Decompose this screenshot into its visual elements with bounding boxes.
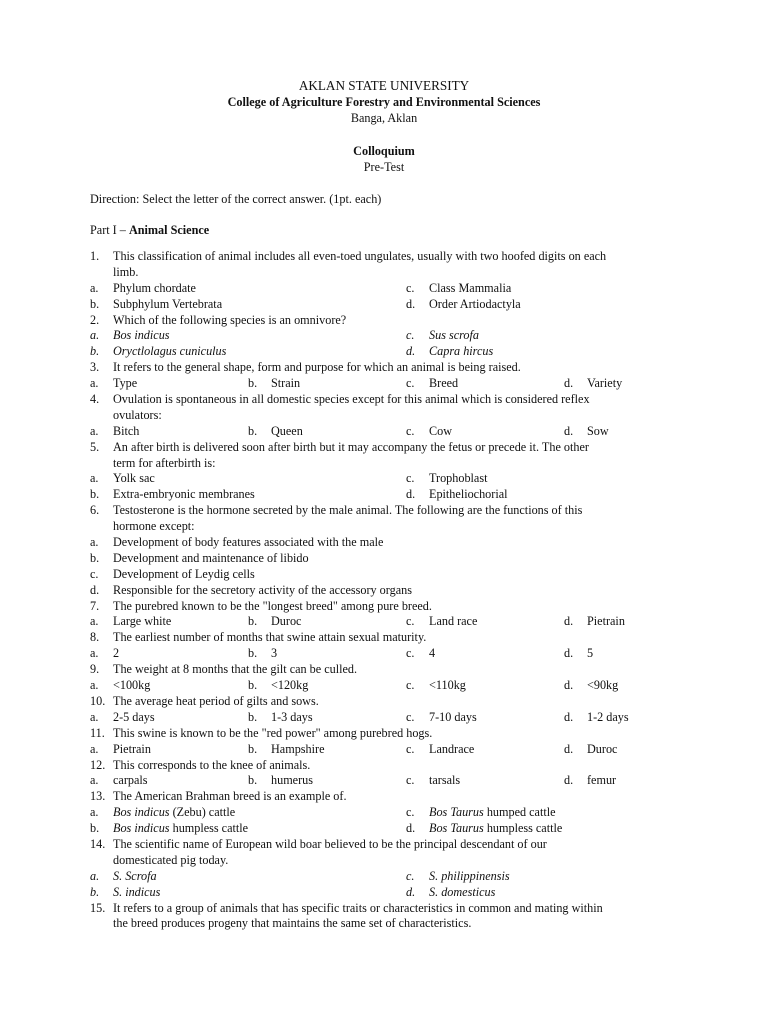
option-plain-text: humpless cattle <box>483 821 563 836</box>
question-number: 13. <box>90 789 106 804</box>
option-plain-text: Large white <box>113 614 172 629</box>
option-italic-text: Bos Taurus <box>429 821 484 836</box>
option-plain-text: Epitheliochorial <box>429 487 508 502</box>
question-line <box>90 440 690 456</box>
question-line <box>90 726 690 742</box>
question-line <box>90 519 690 535</box>
answer-row <box>90 471 690 487</box>
option-letter: d. <box>406 344 416 359</box>
answer-row <box>90 535 690 551</box>
option-text <box>587 376 622 392</box>
answer-row <box>90 567 690 583</box>
question-number: 6. <box>90 503 100 518</box>
question-line <box>90 630 690 646</box>
option-letter: b. <box>248 678 258 693</box>
exam-subtitle: Pre-Test <box>363 160 405 174</box>
option-letter: b. <box>248 614 258 629</box>
option-letter: d. <box>564 646 574 661</box>
option-text <box>429 487 508 503</box>
option-letter: b. <box>90 550 100 565</box>
option-text <box>113 328 170 344</box>
question-line <box>90 853 690 869</box>
option-text <box>587 710 629 726</box>
answer-row <box>90 678 690 694</box>
option-letter: c. <box>406 805 415 820</box>
question-text: The purebred known to be the "longest breed" among pure breed. <box>113 598 432 613</box>
option-plain-text: Cow <box>429 423 453 438</box>
option-text <box>429 328 479 344</box>
option-plain-text: 4 <box>429 646 436 661</box>
option-plain-text: Variety <box>587 376 623 391</box>
question-number: 7. <box>90 598 100 613</box>
question-line <box>90 916 690 932</box>
question-line <box>90 249 690 265</box>
option-text <box>429 678 466 694</box>
option-plain-text: S. Scrofa <box>113 868 157 883</box>
option-plain-text: Sus scrofa <box>429 328 479 343</box>
option-text <box>429 646 435 662</box>
answer-row <box>90 344 690 360</box>
answer-row <box>90 614 690 630</box>
answer-row <box>90 376 690 392</box>
question-number: 3. <box>90 360 100 375</box>
option-letter: b. <box>90 821 100 836</box>
option-letter: b. <box>90 344 100 359</box>
option-text <box>113 487 255 503</box>
option-letter: d. <box>406 487 416 502</box>
option-letter: d. <box>406 884 416 899</box>
option-text <box>113 344 226 360</box>
option-plain-text: 1-3 days <box>271 709 313 724</box>
option-plain-text: Duroc <box>271 614 302 629</box>
option-text <box>113 281 196 297</box>
option-letter: b. <box>248 646 258 661</box>
option-plain-text: 2-5 days <box>113 709 155 724</box>
question-text: term for afterbirth is: <box>113 455 216 470</box>
option-text <box>113 297 222 313</box>
document-header <box>0 78 768 175</box>
option-plain-text: Trophoblast <box>429 471 488 486</box>
option-plain-text: Breed <box>429 376 459 391</box>
part-heading <box>90 223 209 239</box>
option-text <box>113 646 119 662</box>
option-text <box>587 678 618 694</box>
option-letter: d. <box>564 709 574 724</box>
question-text: limb. <box>113 264 139 279</box>
option-italic-text: Bos indicus <box>113 821 170 836</box>
answer-row <box>90 583 690 599</box>
option-letter: c. <box>406 678 415 693</box>
option-plain-text: Hampshire <box>271 741 325 756</box>
location: Banga, Aklan <box>350 111 418 125</box>
option-plain-text: Extra-embryonic membranes <box>113 487 255 502</box>
question-text: Which of the following species is an omnivore? <box>113 312 347 327</box>
option-text <box>113 471 155 487</box>
option-letter: c. <box>406 741 415 756</box>
option-letter: d. <box>564 678 574 693</box>
option-plain-text: 1-2 days <box>587 709 629 724</box>
answer-row <box>90 328 690 344</box>
option-letter: d. <box>564 376 574 391</box>
option-text <box>429 614 477 630</box>
question-number: 5. <box>90 439 100 454</box>
option-plain-text: Strain <box>271 376 301 391</box>
option-text <box>429 821 562 837</box>
option-letter: a. <box>90 614 99 629</box>
option-text <box>271 742 324 758</box>
option-letter: a. <box>90 376 99 391</box>
question-number: 2. <box>90 312 100 327</box>
option-letter: c. <box>406 328 415 343</box>
option-text <box>271 646 277 662</box>
option-letter: c. <box>406 709 415 724</box>
option-text <box>587 773 616 789</box>
question-text: the breed produces progeny that maintains the same set of characteristics. <box>113 916 472 931</box>
option-text <box>113 821 248 837</box>
option-italic-text: Bos indicus <box>113 805 170 820</box>
option-text <box>429 710 477 726</box>
option-plain-text: Oryctlolagus cuniculus <box>113 344 227 359</box>
option-plain-text: 7-10 days <box>429 709 477 724</box>
option-text <box>113 710 155 726</box>
option-plain-text: (Zebu) cattle <box>169 805 236 820</box>
option-text <box>113 773 148 789</box>
option-text <box>113 805 235 821</box>
option-letter: b. <box>248 423 258 438</box>
question-number: 8. <box>90 630 100 645</box>
question-text: Ovulation is spontaneous in all domestic species except for this animal which is considered reflex <box>113 392 590 407</box>
option-letter: a. <box>90 868 100 883</box>
option-text <box>429 805 556 821</box>
option-letter: a. <box>90 773 99 788</box>
question-text: The scientific name of European wild boar believed to be the principal descendant of our <box>113 836 547 851</box>
option-plain-text: Class Mammalia <box>429 280 512 295</box>
option-plain-text: Subphylum Vertebrata <box>113 296 223 311</box>
option-plain-text: Order Artiodactyla <box>429 296 521 311</box>
answer-row <box>90 773 690 789</box>
answer-row <box>90 424 690 440</box>
option-plain-text: tarsals <box>429 773 461 788</box>
option-plain-text: femur <box>587 773 617 788</box>
question-text: It refers to a group of animals that has specific traits or characteristics in common and mating within <box>113 900 603 915</box>
option-plain-text: humped cattle <box>483 805 556 820</box>
option-letter: c. <box>406 614 415 629</box>
option-text <box>271 678 308 694</box>
option-letter: c. <box>406 280 415 295</box>
option-letter: c. <box>406 868 415 883</box>
question-text: The earliest number of months that swine attain sexual maturity. <box>113 630 427 645</box>
question-text: domesticated pig today. <box>113 852 229 867</box>
question-number: 11. <box>90 725 105 740</box>
question-text: This classification of animal includes all even-toed ungulates, usually with two hoofed digits on each <box>113 249 607 263</box>
question-text: An after birth is delivered soon after birth but it may accompany the fetus or precede it. The other <box>113 439 589 454</box>
answer-row <box>90 742 690 758</box>
option-letter: c. <box>406 376 415 391</box>
option-plain-text: Phylum chordate <box>113 280 196 295</box>
question-text: Testosterone is the hormone secreted by the male animal. The following are the functions of this <box>113 503 583 518</box>
question-line <box>90 392 690 408</box>
option-text <box>429 297 521 313</box>
option-plain-text: S. indicus <box>113 884 161 899</box>
question-line <box>90 456 690 472</box>
question-line <box>90 789 690 805</box>
question-line <box>90 599 690 615</box>
option-letter: b. <box>90 296 100 311</box>
option-text <box>113 678 150 694</box>
option-plain-text: Pietrain <box>113 741 151 756</box>
option-letter: a. <box>90 646 99 661</box>
option-text <box>271 773 313 789</box>
question-text: The American Brahman breed is an example of. <box>113 789 347 804</box>
question-line <box>90 408 690 424</box>
option-plain-text: Capra hircus <box>429 344 494 359</box>
option-plain-text: 3 <box>271 646 278 661</box>
question-number: 10. <box>90 693 106 708</box>
option-text <box>271 710 313 726</box>
question-text: The weight at 8 months that the gilt can be culled. <box>113 662 358 677</box>
question-text: hormone except: <box>113 519 195 534</box>
option-text <box>587 646 593 662</box>
option-plain-text: Pietrain <box>587 614 625 629</box>
answer-row <box>90 281 690 297</box>
answer-row <box>90 821 690 837</box>
option-letter: c. <box>90 566 99 581</box>
question-text: It refers to the general shape, form and purpose for which an animal is being raised. <box>113 360 521 375</box>
option-plain-text: 2 <box>113 646 120 661</box>
option-plain-text: Sow <box>587 423 609 438</box>
question-number: 12. <box>90 757 106 772</box>
option-letter: a. <box>90 423 99 438</box>
option-letter: b. <box>248 773 258 788</box>
option-letter: a. <box>90 471 99 486</box>
part-name: Animal Science <box>128 223 210 237</box>
option-text <box>429 376 458 392</box>
option-plain-text: Bitch <box>113 423 140 438</box>
option-text <box>429 281 511 297</box>
option-text <box>587 614 625 630</box>
option-letter: a. <box>90 805 99 820</box>
option-italic-text: Bos Taurus <box>429 805 484 820</box>
option-letter: d. <box>564 773 574 788</box>
question-line <box>90 360 690 376</box>
question-line <box>90 901 690 917</box>
option-letter: d. <box>564 741 574 756</box>
option-text <box>113 376 137 392</box>
answer-row <box>90 869 690 885</box>
option-letter: c. <box>406 423 415 438</box>
option-plain-text: Type <box>113 376 138 391</box>
option-text <box>429 742 474 758</box>
question-text: The average heat period of gilts and sows. <box>113 693 319 708</box>
option-text <box>429 424 452 440</box>
answer-row <box>90 805 690 821</box>
option-letter: b. <box>90 487 100 502</box>
answer-row <box>90 297 690 313</box>
option-text <box>587 742 617 758</box>
option-text: Development and maintenance of libido <box>113 550 309 565</box>
option-letter: a. <box>90 709 99 724</box>
option-letter: a. <box>90 328 100 343</box>
option-plain-text: Duroc <box>587 741 618 756</box>
option-plain-text: <110kg <box>429 678 466 693</box>
option-letter: a. <box>90 741 99 756</box>
option-text <box>271 376 300 392</box>
option-plain-text: humpless cattle <box>169 821 249 836</box>
option-letter: b. <box>90 884 100 899</box>
university-name: AKLAN STATE UNIVERSITY <box>298 78 470 93</box>
option-plain-text: Land race <box>429 614 478 629</box>
option-text <box>113 885 160 901</box>
answer-row <box>90 487 690 503</box>
option-letter: d. <box>406 296 416 311</box>
option-letter: b. <box>248 376 258 391</box>
option-letter: d. <box>564 423 574 438</box>
option-plain-text: 5 <box>587 646 594 661</box>
option-letter: d. <box>90 582 100 597</box>
option-plain-text: carpals <box>113 773 148 788</box>
option-plain-text: Yolk sac <box>113 471 155 486</box>
option-letter: d. <box>406 821 416 836</box>
option-text: Responsible for the secretory activity of the accessory organs <box>113 582 412 597</box>
option-text <box>429 773 460 789</box>
option-text: Development of body features associated with the male <box>113 535 384 550</box>
option-plain-text: <100kg <box>113 678 151 693</box>
option-text <box>429 344 493 360</box>
answer-row <box>90 710 690 726</box>
directions: Direction: Select the letter of the correct answer. (1pt. each) <box>90 192 382 206</box>
exam-title: Colloquium <box>353 144 415 158</box>
option-text <box>113 614 171 630</box>
option-letter: c. <box>406 646 415 661</box>
question-line <box>90 837 690 853</box>
question-line <box>90 662 690 678</box>
question-list <box>90 249 690 932</box>
option-plain-text: S. philippinensis <box>429 868 510 883</box>
option-text <box>113 869 157 885</box>
option-plain-text: <120kg <box>271 678 309 693</box>
answer-row <box>90 646 690 662</box>
option-letter: a. <box>90 535 99 550</box>
option-text <box>113 742 151 758</box>
option-letter: c. <box>406 471 415 486</box>
option-plain-text: S. domesticus <box>429 884 496 899</box>
option-plain-text: Bos indicus <box>113 328 170 343</box>
option-text <box>271 424 303 440</box>
option-text <box>113 424 139 440</box>
option-plain-text: Landrace <box>429 741 475 756</box>
option-letter: b. <box>248 741 258 756</box>
option-text <box>429 869 510 885</box>
option-text <box>429 471 487 487</box>
question-line <box>90 503 690 519</box>
question-text: This corresponds to the knee of animals. <box>113 757 311 772</box>
question-number: 1. <box>90 249 100 263</box>
option-letter: a. <box>90 280 99 295</box>
option-letter: b. <box>248 709 258 724</box>
option-plain-text: Queen <box>271 423 303 438</box>
option-letter: d. <box>564 614 574 629</box>
part-prefix: Part I – <box>90 223 129 237</box>
question-line <box>90 694 690 710</box>
question-line <box>90 265 690 281</box>
question-number: 15. <box>90 900 106 915</box>
question-number: 4. <box>90 392 100 407</box>
option-text <box>587 424 609 440</box>
question-text: ovulators: <box>113 407 162 422</box>
question-line <box>90 758 690 774</box>
option-letter: c. <box>406 773 415 788</box>
option-text <box>429 885 495 901</box>
answer-row <box>90 551 690 567</box>
answer-row <box>90 885 690 901</box>
option-text <box>271 614 301 630</box>
option-text: Development of Leydig cells <box>113 566 255 581</box>
question-text: This swine is known to be the "red power" among purebred hogs. <box>113 725 433 740</box>
question-number: 9. <box>90 662 100 677</box>
option-letter: a. <box>90 678 99 693</box>
question-number: 14. <box>90 836 106 851</box>
option-plain-text: humerus <box>271 773 313 788</box>
option-plain-text: <90kg <box>587 678 619 693</box>
question-line <box>90 313 690 329</box>
college-name: College of Agriculture Forestry and Environmental Sciences <box>227 95 541 109</box>
